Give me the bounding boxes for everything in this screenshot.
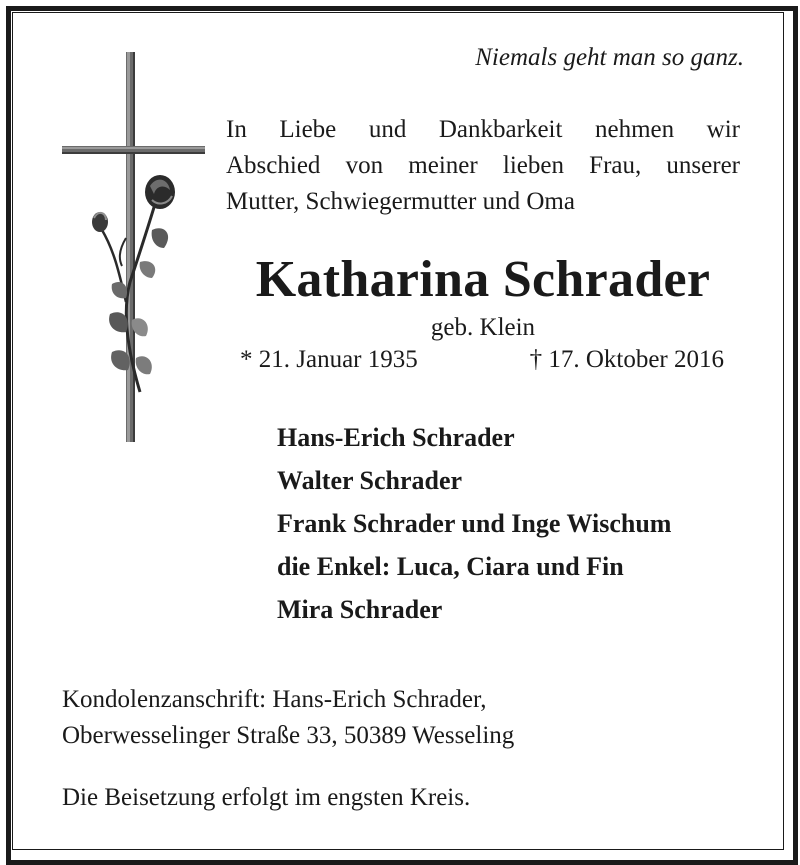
mourner: Frank Schrader und Inge Wischum — [277, 509, 672, 538]
condolence-address — [62, 682, 514, 754]
intro-line: Mutter, Schwiegermutter und Oma — [226, 188, 575, 215]
intro-text — [226, 112, 740, 220]
maiden-name: geb. Klein — [430, 314, 536, 341]
deceased-name: Katharina Schrader — [255, 251, 711, 308]
condolence-line: Kondolenzanschrift: Hans-Erich Schrader, — [62, 686, 487, 713]
death-date: † 17. Oktober 2016 — [529, 346, 724, 373]
intro-line: In Liebe und Dankbarkeit nehmen wir — [226, 116, 740, 143]
mourner: Mira Schrader — [277, 595, 443, 624]
mourner: Walter Schrader — [277, 466, 463, 495]
cross-with-rose-icon — [60, 52, 210, 447]
condolence-line: Oberwesselinger Straße 33, 50389 Wesseling — [62, 722, 515, 749]
birth-date: * 21. Januar 1935 — [240, 346, 418, 373]
motto: Niemals geht man so ganz. — [475, 44, 744, 71]
burial-note: Die Beisetzung erfolgt im engsten Kreis. — [62, 784, 471, 811]
mourners-list — [277, 416, 671, 631]
mourner: die Enkel: Luca, Ciara und Fin — [277, 552, 624, 581]
mourner: Hans-Erich Schrader — [277, 423, 515, 452]
intro-line: Abschied von meiner lieben Frau, unserer — [226, 152, 740, 179]
